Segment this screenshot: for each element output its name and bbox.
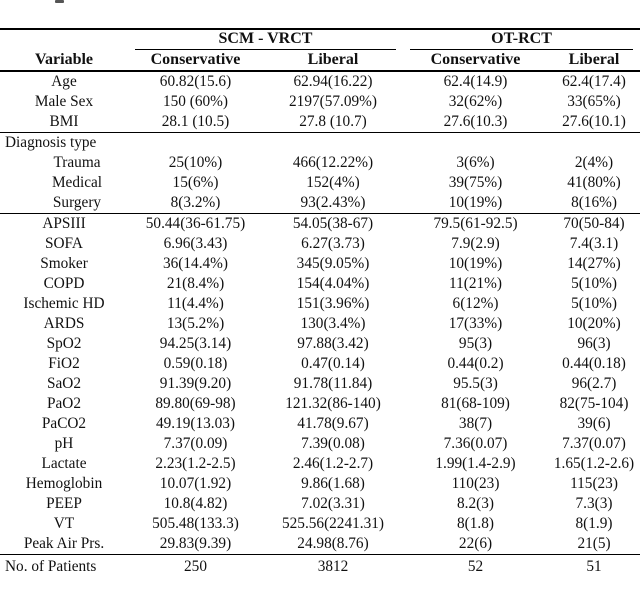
cell-value: 52	[403, 555, 548, 579]
row-label: APSIII	[0, 214, 128, 235]
cell-value: 0.47(0.14)	[301, 355, 365, 372]
cell-value: 0.44(0.2)	[447, 355, 504, 372]
cell-value: 6.27(3.73)	[301, 235, 365, 252]
table-row	[0, 274, 640, 294]
cell-value: 27.6(10.3)	[443, 113, 508, 130]
cell-value: 154(4.04%)	[296, 275, 370, 292]
row-label: Hemoglobin	[25, 475, 103, 492]
cell-value: 96(3)	[577, 335, 611, 352]
cell-value: 6.96(3.43)	[163, 235, 228, 252]
cell-value: 29.83(9.39)	[159, 535, 232, 552]
cell-value: 25(10%)	[168, 154, 223, 171]
cell-value: 97.88(3.42)	[297, 335, 369, 352]
cell-value: 62.4(14.9)	[443, 73, 508, 90]
cell-value: 8(3.2%)	[170, 194, 221, 211]
table-row	[0, 133, 640, 154]
column-group-spacer	[0, 29, 128, 50]
row-label: Trauma	[53, 154, 101, 171]
cell-value: 17(33%)	[448, 315, 503, 332]
cell-value: 41(80%)	[567, 174, 621, 191]
cell-value: 7.02(3.31)	[301, 495, 365, 512]
column-group-row	[0, 29, 640, 50]
ot-liberal-column-header: Liberal	[548, 50, 640, 71]
cell-value: 27.8 (10.7)	[299, 113, 367, 130]
cell-value: 110(23)	[451, 475, 500, 492]
cell-value: 525.56(2241.31)	[282, 515, 384, 532]
cell-value: 8(1.8)	[457, 515, 494, 532]
table-row	[0, 294, 640, 314]
row-label: BMI	[49, 113, 79, 130]
cell-value: 7.37(0.09)	[163, 435, 228, 452]
column-group-label: SCM - VRCT	[218, 30, 313, 47]
baseline-characteristics-table	[0, 28, 640, 578]
cell-value: 8(1.9)	[575, 515, 613, 532]
cell-value: 96(2.7)	[571, 375, 617, 392]
cell-value: 466(12.22%)	[292, 154, 374, 171]
cell-value: 13(5.2%)	[166, 315, 225, 332]
ot-conservative-column-header: Conservative	[403, 50, 548, 71]
row-label: Surgery	[52, 194, 102, 211]
table-row	[0, 394, 640, 414]
table-row	[0, 334, 640, 354]
cropped-text-artifact	[55, 0, 64, 3]
table-row	[0, 434, 640, 454]
cell-value: 151(3.96%)	[296, 295, 370, 312]
column-group-ot-rct	[403, 29, 640, 50]
cell-value: 14(27%)	[567, 255, 621, 272]
cell-value: 7.9(2.9)	[451, 235, 500, 252]
table-row	[0, 555, 640, 579]
cell-value: 2197(57.09%)	[289, 93, 377, 110]
cell-value: 33(65%)	[567, 93, 621, 110]
cell-value: 3812	[263, 555, 403, 579]
cell-value	[548, 133, 640, 154]
cell-value: 81(68-109)	[441, 395, 510, 412]
cell-value: 3(6%)	[456, 154, 495, 171]
row-label: VT	[53, 515, 75, 532]
cell-value	[128, 133, 263, 154]
cell-value: 79.5(61-92.5)	[403, 214, 548, 235]
cell-value: 1.99(1.4-2.9)	[435, 455, 516, 472]
cell-value: 54.05(38-67)	[263, 214, 403, 235]
cell-value: 505.48(133.3)	[152, 515, 239, 532]
cell-value: 89.80(69-98)	[155, 395, 236, 412]
cell-value: 41.78(9.67)	[297, 415, 369, 432]
cell-value: 130(3.4%)	[300, 315, 366, 332]
table-row	[0, 414, 640, 434]
cell-value: 62.4(17.4)	[562, 73, 626, 90]
row-label: Peak Air Prs.	[23, 535, 105, 552]
cell-value: 51	[548, 555, 640, 579]
row-label: SOFA	[45, 235, 83, 252]
cell-value: 7.37(0.07)	[562, 435, 626, 452]
cell-value: 50.44(36-61.75)	[128, 214, 263, 235]
table-row	[0, 92, 640, 112]
cell-value: 0.59(0.18)	[163, 355, 228, 372]
cell-value: 95(3)	[458, 335, 493, 352]
row-label: COPD	[43, 275, 85, 292]
table-row	[0, 314, 640, 334]
row-label: PaCO2	[41, 415, 87, 432]
cell-value: 250	[128, 555, 263, 579]
row-label: Ischemic HD	[23, 295, 105, 312]
cell-value: 345(9.05%)	[296, 255, 370, 272]
table-row	[0, 374, 640, 394]
cell-value: 2.23(1.2-2.5)	[155, 455, 236, 472]
cell-value: 39(6)	[577, 415, 611, 432]
table-row	[0, 71, 640, 92]
cell-value: 15(6%)	[172, 174, 219, 191]
column-header-row	[0, 50, 640, 71]
cell-value: 5(10%)	[571, 275, 617, 292]
table-row	[0, 354, 640, 374]
cell-value: 2.46(1.2-2.7)	[292, 455, 374, 472]
table-row	[0, 193, 640, 214]
table-row	[0, 214, 640, 235]
cell-value: 24.98(8.76)	[297, 535, 369, 552]
row-label: PEEP	[46, 495, 82, 512]
cell-value: 28.1 (10.5)	[161, 113, 230, 130]
cell-value: 11(4.4%)	[167, 295, 224, 312]
row-label: Male Sex	[34, 93, 94, 110]
cell-value: 94.25(3.14)	[159, 335, 232, 352]
cell-value: 70(50-84)	[548, 214, 640, 235]
cell-value: 152(4%)	[306, 174, 360, 191]
cell-value: 8.2(3)	[457, 495, 494, 512]
cell-value: 91.39(9.20)	[159, 375, 232, 392]
cell-value: 7.39(0.08)	[301, 435, 365, 452]
table-row	[0, 534, 640, 555]
cell-value: 10(19%)	[448, 194, 503, 211]
cell-value: 32(62%)	[448, 93, 503, 110]
cell-value	[403, 133, 548, 154]
table-row	[0, 454, 640, 474]
row-label: No. of Patients	[0, 555, 128, 579]
table-row	[0, 173, 640, 193]
cell-value: 49.19(13.03)	[155, 415, 236, 432]
row-label: pH	[54, 435, 74, 452]
cell-value: 10(19%)	[448, 255, 503, 272]
cell-value: 95.5(3)	[453, 375, 498, 392]
table-row	[0, 112, 640, 133]
cell-value: 62.94(16.22)	[293, 73, 373, 90]
column-group-label: OT-RCT	[491, 30, 552, 47]
scm-conservative-column-header: Conservative	[128, 50, 263, 71]
row-label: ARDS	[43, 315, 85, 332]
column-group-underline	[410, 30, 633, 50]
table-row	[0, 494, 640, 514]
row-label: SpO2	[46, 335, 82, 352]
column-group-scm-vrct	[128, 29, 403, 50]
cell-value: 22(6)	[458, 535, 493, 552]
cell-value: 60.82(15.6)	[159, 73, 232, 90]
cell-value: 9.86(1.68)	[301, 475, 365, 492]
cell-value: 10(20%)	[567, 315, 621, 332]
cell-value: 82(75-104)	[559, 395, 629, 412]
cell-value: 39(75%)	[448, 174, 503, 191]
cell-value: 38(7)	[458, 415, 493, 432]
cell-value: 121.32(86-140)	[285, 395, 381, 412]
cell-value: 10.07(1.92)	[159, 475, 232, 492]
cell-value: 6(12%)	[452, 295, 499, 312]
cell-value: 2(4%)	[574, 154, 614, 171]
scm-liberal-column-header: Liberal	[263, 50, 403, 71]
cell-value: 11(21%)	[449, 275, 502, 292]
row-label: SaO2	[47, 375, 81, 392]
cell-value: 27.6(10.1)	[562, 113, 626, 130]
row-label: Age	[51, 73, 77, 90]
cell-value	[263, 133, 403, 154]
table-row	[0, 153, 640, 173]
cell-value: 0.44(0.18)	[562, 355, 626, 372]
cell-value: 5(10%)	[571, 295, 617, 312]
column-group-underline	[135, 30, 396, 50]
cell-value: 8(16%)	[571, 194, 617, 211]
row-label: PaO2	[47, 395, 81, 412]
cell-value: 21(8.4%)	[166, 275, 225, 292]
row-label: FiO2	[48, 355, 80, 372]
cell-value: 91.78(11.84)	[293, 375, 373, 392]
cell-value: 7.4(3.1)	[569, 235, 619, 252]
cell-value: 21(5)	[577, 535, 611, 552]
cell-value: 1.65(1.2-2.6)	[553, 455, 635, 472]
cell-value: 36(14.4%)	[163, 255, 228, 272]
table-row	[0, 234, 640, 254]
row-label: Smoker	[40, 255, 88, 272]
cell-value: 7.3(3)	[575, 495, 613, 512]
row-label: Lactate	[41, 455, 87, 472]
cell-value: 115(23)	[570, 475, 618, 492]
cell-value: 7.36(0.07)	[443, 435, 508, 452]
cell-value: 10.8(4.82)	[163, 495, 228, 512]
table-row	[0, 254, 640, 274]
cell-value: 93(2.43%)	[300, 194, 366, 211]
row-label: Diagnosis type	[0, 133, 128, 154]
table-row	[0, 514, 640, 534]
variable-column-header: Variable	[0, 50, 128, 71]
cell-value: 150 (60%)	[163, 93, 228, 110]
row-label: Medical	[51, 174, 103, 191]
table-row	[0, 474, 640, 494]
